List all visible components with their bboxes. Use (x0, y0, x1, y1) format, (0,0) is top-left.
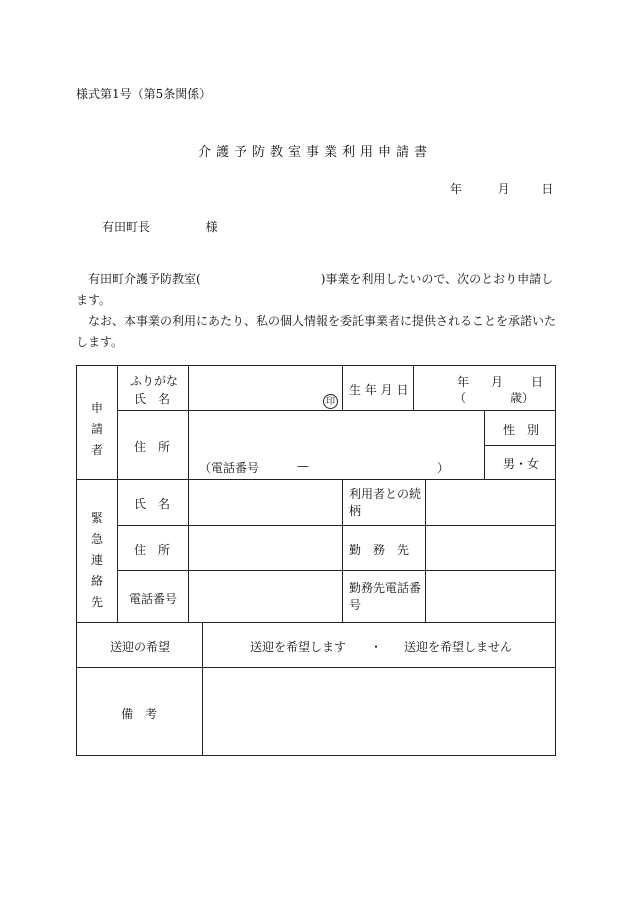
relation-label-cell (342, 479, 426, 526)
workplace-phone-field[interactable] (425, 570, 556, 623)
workplace-field[interactable] (425, 525, 556, 571)
workplace-label: 勤 務 先 (349, 543, 410, 557)
emergency-section-label-cell (76, 479, 118, 623)
age-close: 歳） (510, 391, 535, 405)
date-day-label: 日 (541, 182, 554, 196)
birthdate-field[interactable] (413, 365, 556, 411)
phone-close: ） (437, 461, 450, 475)
statement-line2: なお、本事業の利用にあたり、私の個人情報を委託事業者に提供されることを承諾いたします。 (76, 314, 557, 349)
seal-mark: 印 (323, 394, 338, 409)
furigana-name-label-cell (117, 365, 189, 411)
relation-label: 利用者との続柄 (349, 487, 422, 518)
statement-line1-start: 有田町介護予防教室( (88, 272, 201, 286)
submission-date (450, 180, 553, 197)
emergency-name-field[interactable] (188, 479, 343, 526)
applicant-section-label: 申請者 (90, 401, 103, 457)
workplace-phone-label-cell (342, 570, 426, 623)
relation-field[interactable] (425, 479, 556, 526)
emergency-address-field[interactable] (188, 525, 343, 571)
emergency-name-label: 氏 名 (134, 497, 171, 511)
transport-label-cell (76, 622, 203, 668)
birth-year-label: 年 (457, 375, 470, 389)
date-month-label: 月 (497, 182, 510, 196)
furigana-label: ふりがな (130, 374, 179, 388)
emergency-address-label-cell (117, 525, 189, 571)
applicant-name-label: 氏 名 (134, 392, 171, 406)
statement-line1-cont: ます。 (76, 293, 112, 307)
gender-label-cell (484, 410, 556, 446)
remarks-label: 備 考 (121, 707, 158, 721)
document-title: 介護予防教室事業利用申請書 (197, 145, 432, 160)
remarks-field[interactable] (202, 667, 556, 756)
age-open: （ (454, 391, 467, 405)
emergency-name-label-cell (117, 479, 189, 526)
date-year-label: 年 (450, 182, 463, 196)
gender-options[interactable]: 男・女 (503, 457, 540, 471)
birthdate-label-cell (342, 365, 414, 411)
addressee (102, 218, 218, 235)
emergency-phone-label-cell (117, 570, 189, 623)
workplace-label-cell (342, 525, 426, 571)
emergency-phone-field[interactable] (188, 570, 343, 623)
phone-prefix: （電話番号 (199, 461, 260, 475)
transport-separator: ・ (370, 640, 383, 654)
transport-options-cell (202, 622, 556, 668)
applicant-section-label-cell (76, 365, 118, 480)
phone-dash: — (297, 459, 309, 473)
birth-day-label: 日 (531, 375, 544, 389)
gender-options-cell[interactable] (484, 445, 556, 480)
transport-option-yes[interactable]: 送迎を希望します (250, 640, 347, 654)
emergency-address-label: 住 所 (134, 543, 171, 557)
birthdate-label: 生 年 月 日 (349, 383, 409, 397)
transport-label: 送迎の希望 (110, 640, 171, 654)
form-number: 様式第1号（第5条関係） (76, 87, 212, 101)
statement-line1-end: )事業を利用したいので、次のとおり申請し (320, 272, 554, 286)
applicant-address-label-cell (117, 410, 189, 480)
workplace-phone-label: 勤務先電話番号 (349, 581, 422, 612)
transport-option-no[interactable]: 送迎を希望しません (404, 640, 513, 654)
applicant-name-field[interactable] (188, 365, 343, 411)
applicant-address-field[interactable] (188, 410, 485, 480)
emergency-phone-label: 電話番号 (129, 592, 178, 606)
applicant-address-label: 住 所 (134, 440, 171, 454)
addressee-honorific: 様 (205, 220, 218, 234)
emergency-section-label: 緊急連絡先 (90, 511, 103, 609)
birth-month-label: 月 (491, 375, 504, 389)
gender-label: 性 別 (503, 423, 540, 437)
remarks-label-cell (76, 667, 203, 756)
application-statement (76, 269, 558, 353)
addressee-name: 有田町長 (102, 220, 151, 234)
